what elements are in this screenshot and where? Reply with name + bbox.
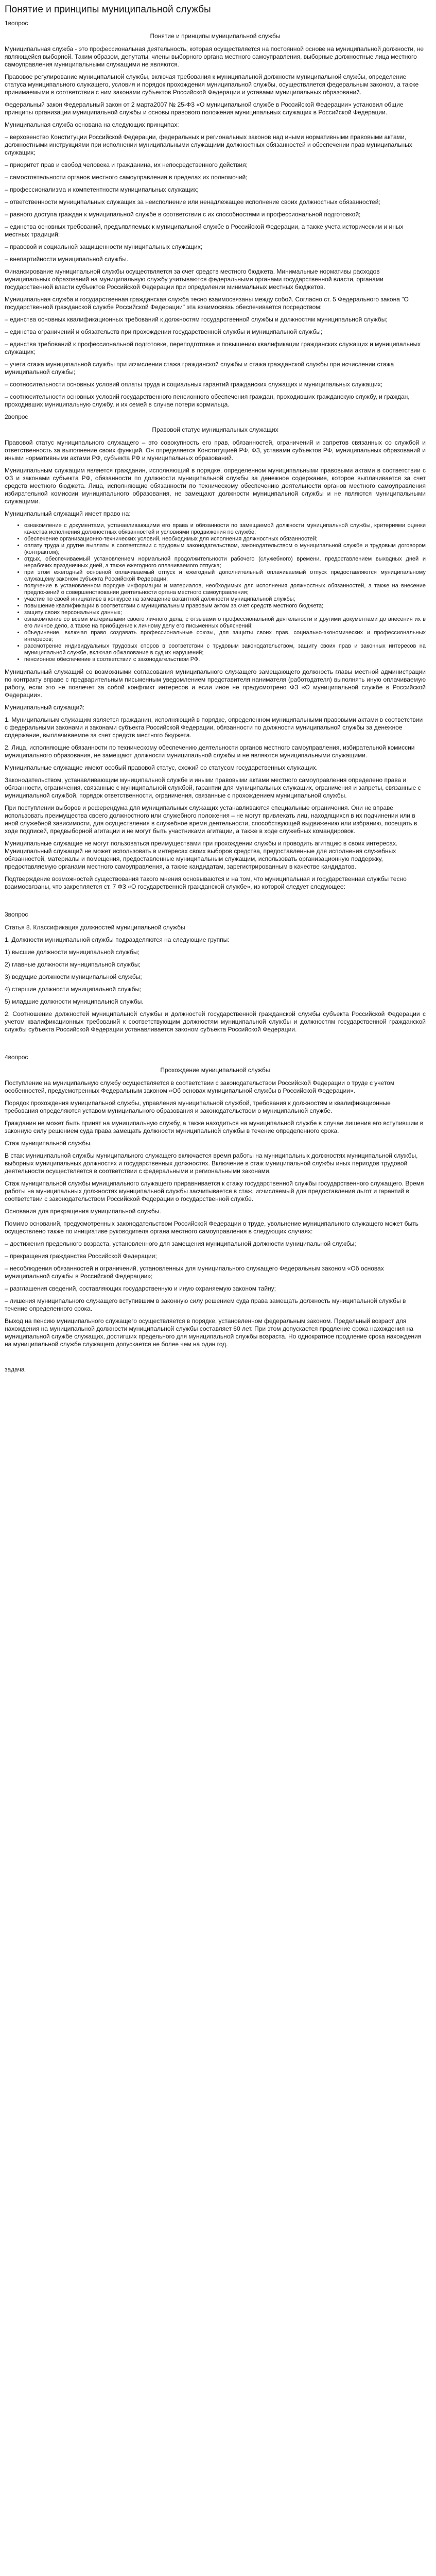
paragraph: Основания для прекращения муниципальной службы.: [5, 1208, 161, 1215]
paragraph: – несоблюдения обязанностей и ограничений, установленных для муниципального служащего Федеральным законом «Об основах муниципальной службы в Российской Федерации»;: [5, 1265, 384, 1280]
paragraph: – внепартийности муниципальной службы.: [5, 256, 129, 263]
list-item: • при этом ежегодный основной оплачиваемый отпуск и ежегодный дополнительный оплачиваемый отпуск предоставляются муниципальному служащему законом субъекта Российской Федерации;: [24, 569, 426, 583]
paragraph: – соотносительности основных условий оплаты труда и социальных гарантий гражданских служащих и муниципальных служащих;: [5, 381, 382, 388]
paragraph: Муниципальный служащий имеет право на:: [5, 510, 131, 517]
paragraph: – прекращения гражданства Российской Федерации;: [5, 1252, 157, 1260]
paragraph: – соотносительности основных условий государственного пенсионного обеспечения граждан, проходивших гражданскую службу, и граждан, проходивших муниципальную службу, и их семей в случае потери кормильца.: [5, 393, 410, 408]
paragraph: – единства основных квалификационных требований к должностям государственной службы и должностям муниципальной службы;: [5, 316, 388, 323]
list-item: • обеспечение организационно-технических условий, необходимых для исполнения должностных обязанностей;: [24, 536, 426, 543]
paragraph: Муниципальные служащие не могут пользоваться преимуществами при прохождении службы и проводить агитацию в своих интересах. Муниципальный служащий не может использовать в интересах своих выборов средства, предоставленные для исполнения служебных обязанностей, материалы и помещения, предоставленные муниципальным служащим, использовать организационную поддержку, предоставляемую органами местного самоуправления, а также кандидатам, зарегистрированным в качестве кандидатов.: [5, 840, 398, 870]
section-3: [5, 911, 426, 1033]
paragraph: Муниципальный служащий:: [5, 704, 85, 711]
section-heading: Прохождение муниципальной службы: [160, 1066, 270, 1074]
paragraph: Муниципальная служба и государственная гражданская служба тесно взаимосвязаны между собой. Согласно ст. 5 Федерального закона "О государственной гражданской службе Российской Федерации" эта взаимосвязь обеспечивается посредством:: [5, 296, 409, 311]
list-item: • получение в установленном порядке информации и материалов, необходимых для исполнения должностных обязанностей, а также на внесение предложений о совершенствовании деятельности органа местного самоуправления;: [24, 583, 426, 596]
paragraph: Муниципальный служащий со возможными согласования муниципального служащего замещающего должность главы местной администрации по контракту вправе с предварительным письменным уведомлением представителя нанимателя (работодателя) выполнять иную оплачиваемую работу, если это не повлечет за собой конфликт интересов и если иное не предусмотрено ФЗ «О муниципальной службе в Российской Федерации».: [5, 668, 426, 699]
paragraph: Стаж муниципальной службы.: [5, 1140, 92, 1147]
paragraph: – достижения предельного возраста, установленного для замещения муниципальной должности муниципальной службы;: [5, 1240, 356, 1247]
paragraph: – приоритет прав и свобод человека и гражданина, их непосредственного действия;: [5, 161, 248, 168]
spacer: [5, 1038, 426, 1050]
paragraph: – правовой и социальной защищенности муниципальных служащих;: [5, 243, 203, 250]
list-item: • пенсионное обеспечение в соответствии с законодательством РФ.: [24, 656, 426, 663]
page-title: Понятие и принципы муниципальной службы: [5, 4, 211, 15]
paragraph: Муниципальная служба - это профессиональная деятельность, которая осуществляется на постоянной основе на муниципальной должности, не являющейся выборной. Таким образом, депутаты, члены выборного органа местного самоуправления, выборные должностные лица местного самоуправления муниципальными служащими не являются.: [5, 45, 424, 68]
paragraph: 3) ведущие должности муниципальной службы;: [5, 973, 142, 980]
list-item: • объединение, включая право создавать профессиональные союзы, для защиты своих прав, социально-экономических и профессиональных интересов;: [24, 630, 426, 643]
list-item: • участие по своей инициативе в конкурсе на замещение вакантной должности муниципальной службы;: [24, 596, 426, 603]
task-tag: задача: [5, 1366, 25, 1373]
list-item: • рассмотрение индивидуальных трудовых споров в соответствии с трудовым законодательством, защиту своих прав и законных интересов на муниципальной службе, включая обжалование в суд их нарушений;: [24, 643, 426, 656]
paragraph: 4) старшие должности муниципальной службы;: [5, 986, 142, 993]
paragraph: – единства требований к профессиональной подготовке, переподготовке и повышению квалификации гражданских служащих и муниципальных служащих;: [5, 341, 421, 355]
section-tag: 1вопрос: [5, 20, 28, 27]
spacer: [5, 895, 426, 908]
paragraph: 1) высшие должности муниципальной службы;: [5, 948, 139, 956]
paragraph: Муниципальным служащим является гражданин, исполняющий в порядке, определенном муниципальными правовыми актами в соответствии с ФЗ и законами субъекта РФ, обязанности по должности муниципальной службы за денежное содержание, которое выплачивается за счет средств местного бюджета. Лица, исполняющие обязанности по техническому обеспечению деятельности органов местного самоуправления избирательной комиссии муниципального образования, не замещают должности муниципальной службы и не являются муниципальными служащими.: [5, 467, 426, 505]
section-1: [5, 20, 426, 409]
paragraph: В стаж муниципальной службы муниципального служащего включается время работы на муниципальных должностях муниципальной службы, выборных муниципальных должностях и государственных должностях. Включение в стаж муниципальной службы иных периодов трудовой деятельности осуществляется в соответствии с федеральными и региональными законами.: [5, 1152, 418, 1175]
paragraph: 2. Лица, исполняющие обязанности по техническому обеспечению деятельности органов местного самоуправления, избирательной комиссии муниципального образования, не замещают должности муниципальной службы и не являются муниципальными служащими.: [5, 744, 415, 759]
list-item: • повышение квалификации в соответствии с муниципальным правовым актом за счет средств местного бюджета;: [24, 603, 426, 609]
paragraph: Муниципальная служба основана на следующих принципах:: [5, 121, 179, 128]
paragraph: 5) младшие должности муниципальной службы.: [5, 998, 144, 1005]
paragraph: Поступление на муниципальную службу осуществляется в соответствии с законодательством Российской Федерации о труде с учетом особенностей, предусмотренных Федеральным законом «Об основах муниципальной службы в Российской Федерации».: [5, 1079, 395, 1094]
paragraph: Выход на пенсию муниципального служащего осуществляется в порядке, установленном федеральным законом. Предельный возраст для нахождения на муниципальной должности муниципальной службы составляет 60 лет. При этом допускается продление срока нахождения на муниципальной службе служащих, достигших предельного для муниципальной службы возраста. Но однократное продление срока нахождения на муниципальной службе служащего допускается не более чем на один год.: [5, 1317, 422, 1348]
paragraph: 1. Муниципальным служащим является гражданин, исполняющий в порядке, определенном муниципальными правовыми актами в соответствии с федеральными законами и законами субъекта Российской Федерации, обязанности по должности муниципальной службы за денежное содержание, выплачиваемое за счет средств местного бюджета.: [5, 716, 423, 739]
section-2: [5, 413, 426, 891]
list-item: • ознакомление со всеми материалами своего личного дела, с отзывами о профессиональной деятельности и другими документами до внесения их в его личное дело, а также на приобщение к личному делу его письменных объяснений;: [24, 616, 426, 630]
section-heading: Правовой статус муниципальных служащих: [152, 426, 278, 433]
paragraph: – самостоятельности органов местного самоуправления в пределах их полномочий;: [5, 174, 248, 181]
paragraph: Порядок прохождения муниципальной службы, управления муниципальной службой, требования к должностям и квалификационные требования определяются уставом муниципального образования и законодательством о муниципальной службе.: [5, 1099, 391, 1114]
paragraph: 2) главные должности муниципальной службы;: [5, 961, 141, 968]
paragraph: Правовой статус муниципального служащего – это совокупность его прав, обязанностей, ограничений и запретов связанных со службой и ответственность за выполнение своих функций. Он определяется Конституцией РФ, ФЗ, уставами субъектов РФ, муниципальных образований и иными нормативными актами РФ, субъекта РФ и муниципальных образований.: [5, 439, 426, 462]
section-4: [5, 1054, 426, 1348]
paragraph: 2. Соотношение должностей муниципальной службы и должностей государственной гражданской службы субъекта Российской Федерации с учетом квалификационных требований к соответствующим должностям муниципальной службы и должностям государственной гражданской службы субъекта Российской Федерации устанавливается законом субъекта Российской Федерации.: [5, 1010, 426, 1033]
section-tag: 2вопрос: [5, 413, 28, 420]
paragraph: – ответственности муниципальных служащих за неисполнение или ненадлежащее исполнение своих должностных обязанностей;: [5, 198, 380, 206]
paragraph: 1. Должности муниципальной службы подразделяются на следующие группы:: [5, 936, 230, 943]
paragraph: Федеральный закон Федеральный закон от 2 марта2007 № 25-ФЗ «О муниципальной службе в Российской Федерации» установил общие принципы организации муниципальной службы и основы правового положения муниципальных служащих в Российской Федерации.: [5, 101, 404, 116]
paragraph: Помимо оснований, предусмотренных законодательством Российской Федерации о труде, увольнение муниципального служащего может быть осуществлено также по инициативе руководителя органа местного самоуправления в следующих случаях:: [5, 1220, 418, 1235]
section-heading: Статья 8. Классификация должностей муниципальной службы: [5, 924, 185, 931]
paragraph: Гражданин не может быть принят на муниципальную службу, а также находиться на муниципальной службе в случае лишения его вступившим в законную силу решением суда права замещать должности муниципальной службы в течение определенного срока.: [5, 1120, 424, 1134]
paragraph: – профессионализма и компетентности муниципальных служащих;: [5, 186, 199, 193]
section-heading: Понятие и принципы муниципальной службы: [150, 32, 281, 40]
paragraph: Законодательством, устанавливающим муниципальной службе и иными правовыми актами местного самоуправления определено права и обязанности, ограничения, связанные с муниципальной службой, гарантии для муниципальных служащих, ограничения и запреты, связанные с муниципальной службой, порядок ответственности, ограничения, связанные с прохождением муниципальной службы.: [5, 776, 421, 799]
list-item: • отдых, обеспечиваемый установлением нормальной продолжительности рабочего (служебного) времени, предоставлением выходных дней и нерабочих праздничных дней, а также ежегодного оплачиваемого отпуска;: [24, 556, 426, 569]
paragraph: Стаж муниципальной службы муниципального служащего приравнивается к стажу государственной службы государственного служащего. Время работы на муниципальных должностях муниципальной службы засчитывается в стаж, исчисляемый для предоставления льгот и гарантий в соответствии с законодательством Российской Федерации о государственной службе.: [5, 1180, 424, 1202]
paragraph: При поступлении выборов и референдума для муниципальных служащих устанавливаются специальные ограничения. Они не вправе использовать преимущества своего должностного или служебного положения – не могут привлекать лиц, находящихся в их подчинении или в иной служебной зависимости, для осуществления в служебное время деятельности, способствующей выдвижению или избранию, посещать в ходе подписей, предвыборной агитации и не могут быть участниками агитации, а также в ходе служебных командировок.: [5, 804, 417, 835]
section-tag: 3вопрос: [5, 911, 28, 918]
paragraph: – равного доступа граждан к муниципальной службе в соответствии с их способностями и профессиональной подготовкой;: [5, 211, 361, 218]
paragraph: Муниципальные служащие имеют особый правовой статус, схожий со статусом государственных служащих.: [5, 764, 318, 771]
paragraph: Финансирование муниципальной службы осуществляется за счет средств местного бюджета. Минимальные нормативы расходов муниципальных образований на муниципальную службу учитываются федеральными органами государственной власти, органами государственной власти субъектов Российской Федерации при определении минимальных местных бюджетов.: [5, 268, 383, 291]
paragraph: – лишения муниципального служащего вступившим в законную силу решением суда права замещать должность муниципальной службы в течение определенного срока.: [5, 1297, 406, 1312]
paragraph: – разглашения сведений, составляющих государственную и иную охраняемую законом тайну;: [5, 1285, 276, 1292]
paragraph: Подтверждение возможностей существования такого мнения основываются и на том, что муниципальная и государственная службы тесно взаимосвязаны, что закрепляется ст. 7 ФЗ «О государственной гражданской службе», из которой следует следующее:: [5, 875, 407, 890]
section-tag: 4вопрос: [5, 1054, 28, 1061]
rights-list: [5, 522, 426, 663]
paragraph: – учета стажа муниципальной службы при исчислении стажа гражданской службы и стажа гражданской службы при исчислении стажа муниципальной службы;: [5, 361, 394, 376]
list-item: • оплату труда и другие выплаты в соответствии с трудовым законодательством, законодательством о муниципальной службе и трудовым договором (контрактом);: [24, 543, 426, 556]
list-item: • защиту своих персональных данных;: [24, 609, 426, 616]
list-item: • ознакомление с документами, устанавливающими его права и обязанности по замещаемой должности муниципальной службы, критериями оценки качества исполнения должностных обязанностей и условиями продвижения по службе;: [24, 522, 426, 536]
paragraph: – единства ограничений и обязательств при прохождении государственной службы и муниципальной службы;: [5, 328, 323, 335]
paragraph: – верховенство Конституции Российской Федерации, федеральных и региональных законов над иными нормативными правовыми актами, должностными инструкциями при исполнении муниципальными служащими должностных обязанностей и обеспечении прав муниципальных служащих;: [5, 133, 412, 156]
paragraph: Правовое регулирование муниципальной службы, включая требования к муниципальной должности муниципальной службы, определение статуса муниципального служащего, условия и порядок прохождения муниципальной службы, осуществляется федеральным законом, а также принимаемыми в соответствии с ним законами субъектов Российской Федерации и уставами муниципальных образований.: [5, 73, 419, 96]
paragraph: – единства основных требований, предъявляемых к муниципальной службе в Российской Федерации, а также учета историческим и иных местных традиций;: [5, 223, 404, 238]
